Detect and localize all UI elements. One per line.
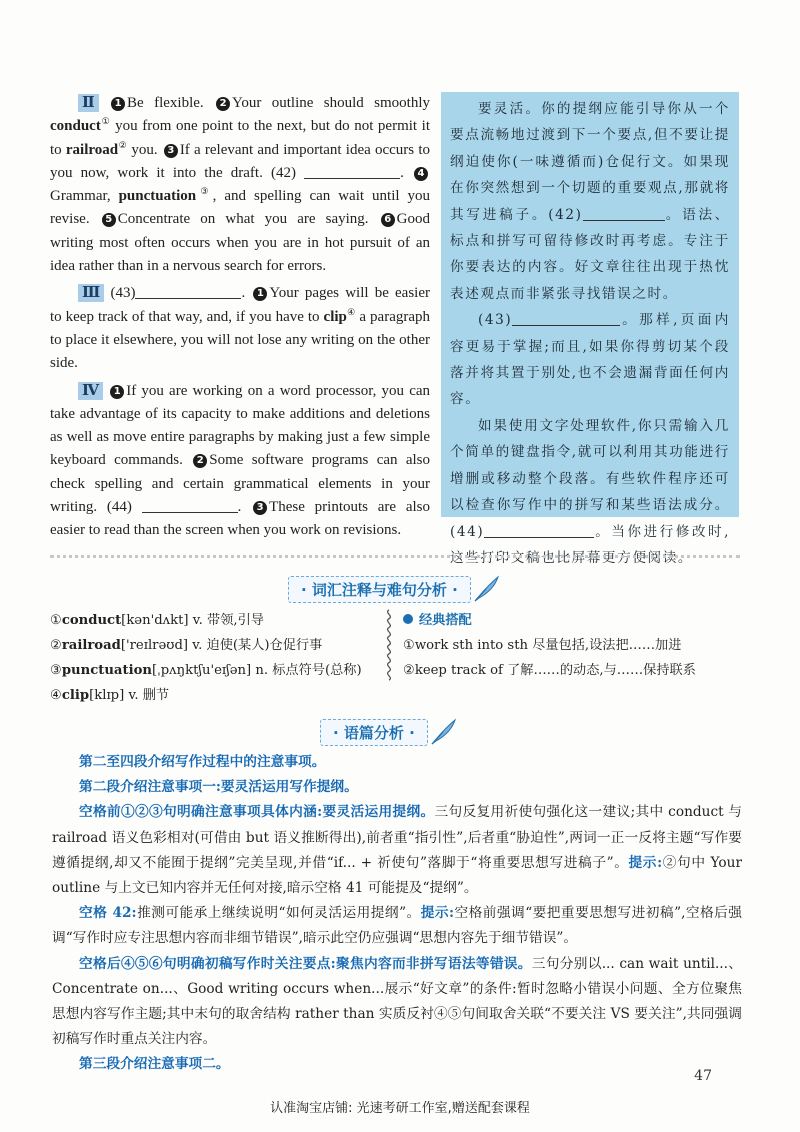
- keyword-railroad: railroad: [65, 141, 119, 158]
- translation-para-4: 如果使用文字处理软件,你只需输入几个简单的键盘指令,就可以利用其功能进行增删或移动整个段落。有些软件程序还可以检查你写作中的拼写和某些语法成分。(44) 。当你进行修改时,这些打印文稿也比屏幕更方便阅读。: [450, 417, 730, 566]
- sentence-marker-6: 6: [381, 213, 395, 227]
- keyword-conduct: conduct: [50, 118, 101, 135]
- sentence-marker-1b: 1: [253, 287, 267, 301]
- sentence-marker-1c: 1: [110, 385, 124, 399]
- footer-note: 认准淘宝店铺: 光速考研工作室,赠送配套课程: [270, 1101, 530, 1116]
- analysis-block-3: 空格后④⑤⑥句明确初稿写作时关注要点:聚焦内容而非拼写语法等错误。三句分别以... can wait until...、Concentrate on...、Good writing occurs when...展示“好文章”的条件:暂时忽略小错误小问题、全方位聚焦思想内容写作主题;其中末句的取舍结构 rather than 实质反衬④⑤句间取舍关联“不要关注 VS 要关注”,共同强调初稿写作时重点关注内容。: [52, 955, 742, 1048]
- analysis-section-title: · 语篇分析 ·: [320, 719, 428, 746]
- answer-blank-44: [142, 512, 238, 513]
- bullet-dot-icon: [403, 614, 413, 624]
- collocation-item: ①work sth into sth 尽量包括,设法把……加进: [403, 638, 682, 653]
- collocation-title: 经典搭配: [403, 608, 743, 633]
- analysis-heading-3: 第三段介绍注意事项二。: [79, 1056, 230, 1073]
- collocation-list: [403, 608, 743, 683]
- sentence-marker-2: 2: [216, 97, 230, 111]
- passage-column: [50, 92, 430, 547]
- spiral-divider-icon: [382, 608, 396, 686]
- translation-box: [441, 92, 739, 566]
- translation-blank-43: [512, 325, 620, 326]
- quill-pen-icon: [428, 717, 458, 747]
- quill-pen-icon: [471, 574, 501, 604]
- translation-blank-44: [484, 537, 594, 538]
- vocab-section-title: · 词汇注释与难句分析 ·: [288, 576, 471, 603]
- analysis-heading-1: 第二至四段介绍写作过程中的注意事项。: [79, 754, 326, 770]
- section-divider: [50, 555, 740, 562]
- sentence-marker-3c: 3: [253, 501, 267, 515]
- vocab-section-header: [288, 574, 501, 604]
- sentence-marker-2c: 2: [193, 454, 207, 468]
- page-number: 47: [694, 1068, 712, 1084]
- paragraph-2: Ⅱ 1 Be flexible. 2 Your outline should smoothly conduct① you from one point to the next, but do not permit it to railroad② you. 3 If a relevant and important idea occurs to you now, work it into the draft. (42) . 4 Grammar, punctuation③, and spelling can wait until you revise. 5 Concentrate on what you are saying. 6 Good writing most often occurs when you are in hot pursuit of an idea rather than in a nervous search for errors.: [50, 95, 431, 275]
- keyword-punctuation: punctuation: [118, 188, 197, 205]
- translation-para-2: 要灵活。你的提纲应能引导你从一个要点流畅地过渡到下一个要点,但不要让提纲迫使你(一味遵循而)仓促行文。如果现在你突然想到一个切题的重要观点,那就将其写进稿子。(42) 。语法、标点和拼写可留待修改时再考虑。专注于你要表达的内容。好文章往往出现于热忱表述观点而非紧张寻找错误之时。: [450, 101, 731, 302]
- sentence-marker-1: 1: [111, 97, 125, 111]
- analysis-block-2: 空格 42:推测可能承上继续说明“如何灵活运用提纲”。提示:空格前强调“要把重要思想写进初稿”,空格后强调“写作时应专注思想内容而非细节错误”,暗示此空仍应强调“思想内容先于细节错误”。: [52, 905, 742, 947]
- roman-numeral-3: Ⅲ: [78, 284, 104, 302]
- analysis-block-1: 空格前①②③句明确注意事项具体内涵:要灵活运用提纲。三句反复用祈使句强化这一建议;其中 conduct 与 railroad 语义色彩相对(可借由 but 语义推断得出),前者重“指引性”,后者重“胁迫性”,两词一正一反将主题“写作要遵循提纲,却又不能囿于提纲”完美呈现,并借“if... + 祈使句”落脚于“将重要思想写进稿子”。提示:②句中 Your outline 与上文已知内容并无任何对接,暗示空格 41 可能提及“提纲”。: [52, 804, 743, 897]
- analysis-body: [52, 750, 742, 1078]
- roman-numeral-4: Ⅳ: [78, 382, 103, 400]
- analysis-heading-2: 第二段介绍注意事项一:要灵活运用写作提纲。: [79, 779, 358, 796]
- keyword-clip: clip: [323, 308, 347, 325]
- analysis-section-header: [320, 717, 458, 747]
- sentence-marker-3: 3: [164, 144, 178, 158]
- roman-numeral-2: Ⅱ: [78, 94, 99, 112]
- vocab-item: ③punctuation[ˌpʌŋktʃu'eɪʃən] n. 标点符号(总称): [50, 663, 362, 678]
- paragraph-3: Ⅲ (43) . 1 Your pages will be easier to keep track of that way, and, if you have to clip④ a paragraph to place it elsewhere, you will not lose any writing on the other side.: [50, 285, 431, 372]
- vocab-item: ④clip[klɪp] v. 删节: [50, 688, 170, 703]
- translation-para-3: (43) 。那样,页面内容更易于掌握;而且,如果你得剪切某个段落并将其置于别处,也不会遗漏背面任何内容。: [450, 312, 730, 408]
- vocab-list: [50, 608, 380, 708]
- paragraph-4: Ⅳ 1 If you are working on a word processor, you can take advantage of its capacity to make additions and deletions as well as move entire paragraphs by making just a few simple keyboard commands. 2 Some software programs can also check spelling and certain grammatical elements in your writing. (44) . 3 These printouts are also easier to read than the screen when you work on revisions.: [50, 382, 431, 539]
- answer-blank-42: [304, 178, 400, 179]
- translation-blank-42: [583, 220, 665, 221]
- sentence-marker-4: 4: [414, 167, 428, 181]
- collocation-item: ②keep track of 了解……的动态,与……保持联系: [403, 663, 696, 678]
- vocab-item: ①conduct[kən'dʌkt] v. 带领,引导: [50, 613, 264, 628]
- vocab-item: ②railroad['reɪlrəʊd] v. 迫使(某人)仓促行事: [50, 638, 323, 653]
- sentence-marker-5: 5: [102, 213, 116, 227]
- answer-blank-43: [135, 298, 241, 299]
